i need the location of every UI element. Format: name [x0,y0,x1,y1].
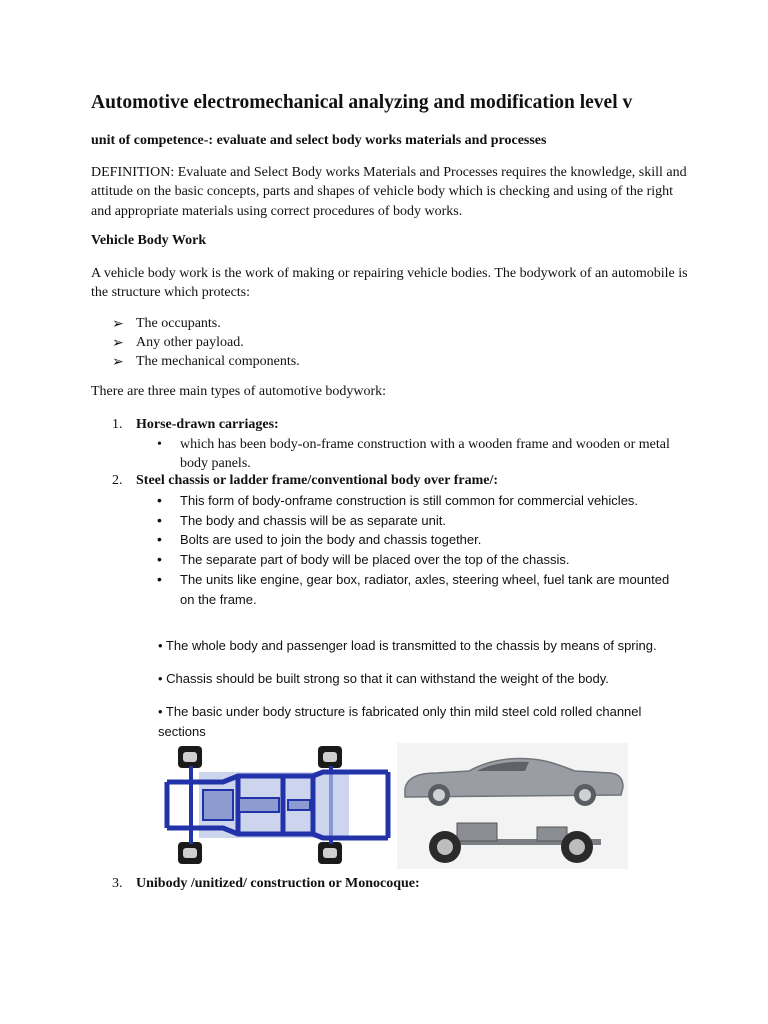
type-label: Steel chassis or ladder frame/conventional body over frame/: [136,473,499,488]
type-point [157,511,687,531]
dot-bullet-icon: • [157,551,162,567]
protects-item-text: The mechanical components. [136,354,300,369]
type-point [157,570,687,609]
arrow-bullet-icon: ➢ [112,336,124,351]
arrow-bullet-icon: ➢ [112,355,124,370]
ladder-frame-chassis-image [163,746,392,864]
protects-item-text: Any other payload. [136,335,244,350]
type-point-text: The body and chassis will be as separate unit. [180,513,446,528]
type-point-text: Bolts are used to join the body and chassis together. [180,532,482,547]
type-point-text: This form of body-onframe construction is still common for commercial vehicles. [180,493,639,508]
type-label: Unibody /unitized/ construction or Monocoque: [136,876,420,891]
document-title: Automotive electromechanical analyzing and modification level v [91,92,633,113]
body-note-paragraph: • The whole body and passenger load is transmitted to the chassis by means of spring. [158,638,657,653]
type-heading-2 [112,473,498,489]
type-point-text: The separate part of body will be placed over the top of the chassis. [180,552,570,567]
type-heading-1 [112,417,279,433]
body-over-frame-image [397,743,628,869]
dot-bullet-icon: • [157,531,162,547]
type-heading-3 [112,876,420,892]
intro-paragraph: A vehicle body work is the work of making or repairing vehicle bodies. The bodywork of an automobile is the structure which protects: [91,266,688,301]
section-heading: Vehicle Body Work [91,233,207,248]
type-point-text: The units like engine, gear box, radiator, axles, steering wheel, fuel tank are mounted on the frame. [180,572,670,607]
type-label: Horse-drawn carriages: [136,417,279,432]
type-point [157,530,687,550]
body-note-paragraph: • The basic under body structure is fabricated only thin mild steel cold rolled channel sections [158,704,642,739]
list-number: 2. [112,473,123,488]
type-point [157,491,687,511]
list-number: 3. [112,876,123,891]
type-point [157,435,687,474]
unit-of-competence: unit of competence-: evaluate and select body works materials and processes [91,133,547,148]
dot-bullet-icon: • [157,437,162,452]
definition-paragraph: DEFINITION: Evaluate and Select Body works Materials and Processes requires the knowledge, skill and attitude on the basic concepts, parts and shapes of vehicle body which is checking and using of the right and appropriate materials using correct procedures of body works. [91,165,687,219]
body-note-paragraph: • Chassis should be built strong so that it can withstand the weight of the body. [158,671,609,686]
list-number: 1. [112,417,123,432]
dot-bullet-icon: • [157,571,162,587]
type-point-text: which has been body-on-frame construction with a wooden frame and wooden or metal body panels. [180,437,670,472]
protects-item-text: The occupants. [136,316,221,331]
dot-bullet-icon: • [157,492,162,508]
types-intro: There are three main types of automotive bodywork: [91,384,387,399]
type-point [157,550,687,570]
arrow-bullet-icon: ➢ [112,317,124,332]
dot-bullet-icon: • [157,512,162,528]
